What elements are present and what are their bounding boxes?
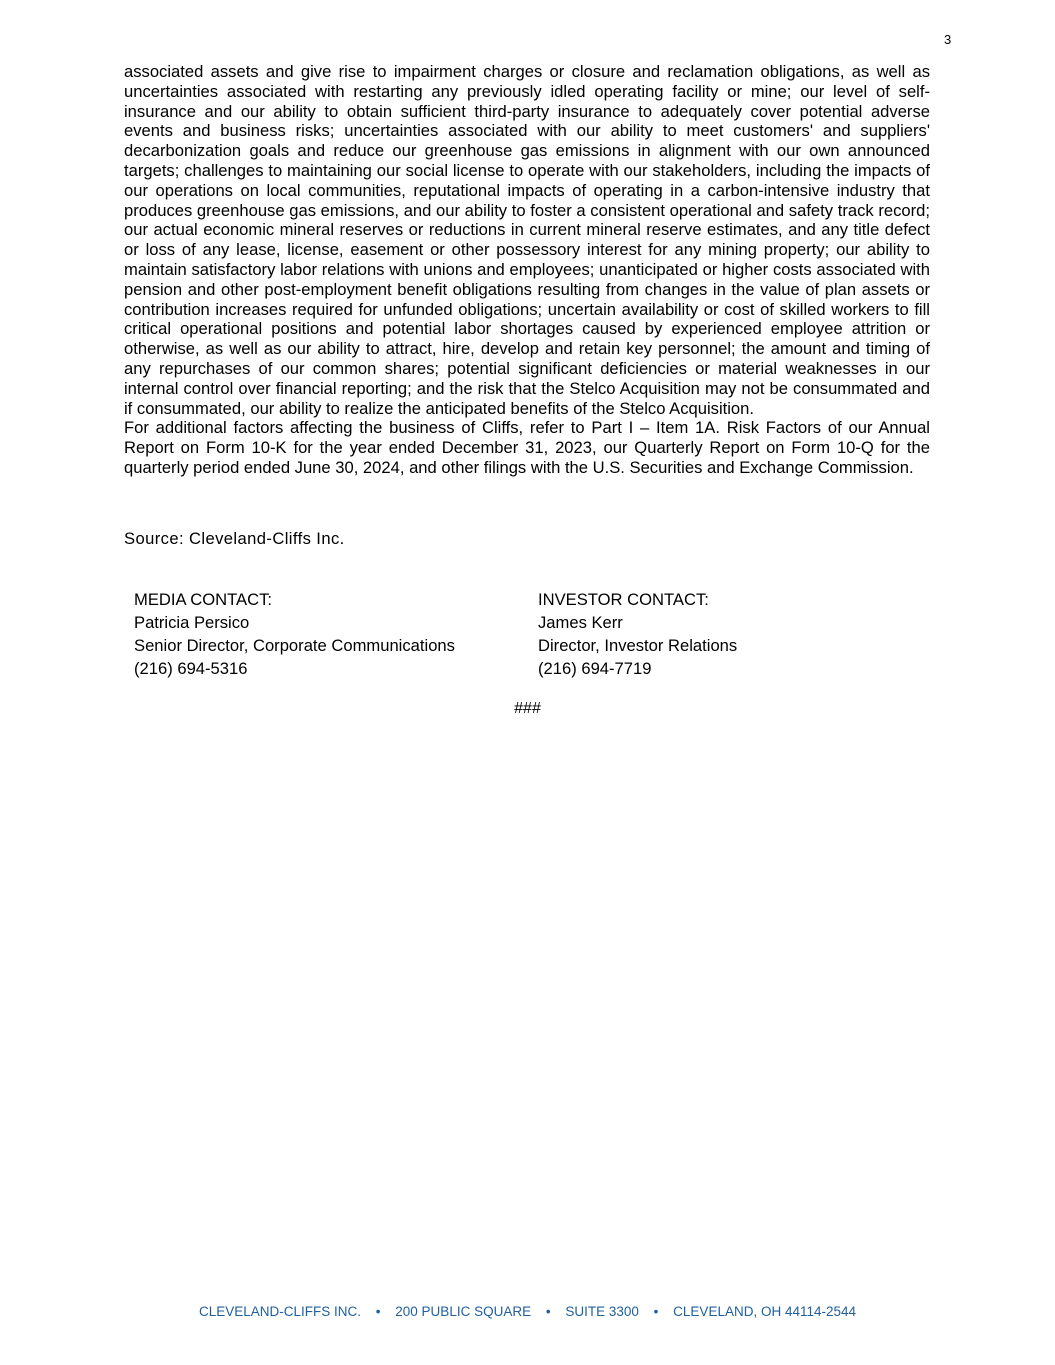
bullet-separator: • [545, 1304, 551, 1319]
end-of-release-mark: ### [514, 700, 541, 717]
investor-contact-name: James Kerr [538, 613, 623, 632]
footer-city: CLEVELAND, OH 44114-2544 [673, 1304, 857, 1319]
source-line: Source: Cleveland-Cliffs Inc. [124, 529, 345, 548]
media-contact [134, 588, 455, 680]
investor-contact-title: Director, Investor Relations [538, 636, 738, 655]
body-text [124, 62, 930, 478]
media-contact-heading: MEDIA CONTACT: [134, 590, 272, 609]
media-contact-phone: (216) 694-5316 [134, 659, 248, 678]
investor-contact-phone: (216) 694-7719 [538, 659, 652, 678]
bullet-separator: • [375, 1304, 381, 1319]
media-contact-title: Senior Director, Corporate Communications [134, 636, 455, 655]
footer-company: CLEVELAND-CLIFFS INC. [198, 1304, 362, 1319]
media-contact-name: Patricia Persico [134, 613, 250, 632]
bullet-separator: • [653, 1304, 659, 1319]
investor-contact [538, 588, 737, 680]
page-number: 3 [944, 32, 952, 47]
investor-contact-heading: INVESTOR CONTACT: [538, 590, 709, 609]
footer-street: 200 PUBLIC SQUARE [395, 1304, 532, 1319]
footer-suite: SUITE 3300 [565, 1304, 639, 1319]
additional-factors-paragraph: For additional factors affecting the business of Cliffs, refer to Part I – Item 1A. Risk Factors of our Annual Report on Form 10-K for the year ended December 31, 2023, our Quarterly Report on Form 10-Q for the quarterly period ended June 30, 2024, and other filings with the U.S. Securities and Exchange Commission. [124, 418, 930, 477]
footer-address [0, 1304, 1055, 1319]
risk-factors-paragraph: associated assets and give rise to impairment charges or closure and reclamation obligations, as well as uncertainties associated with restarting any previously idled operating facility or mine; our level of self-insurance and our ability to obtain sufficient third-party insurance to adequately cover potential adverse events and business risks; uncertainties associated with our ability to meet customers' and suppliers' decarbonization goals and reduce our greenhouse gas emissions in alignment with our own announced targets; challenges to maintaining our social license to operate with our stakeholders, including the impacts of our operations on local communities, reputational impacts of operating in a carbon-intensive industry that produces greenhouse gas emissions, and our ability to foster a consistent operational and safety track record; our actual economic mineral reserves or reductions in current mineral reserve estimates, and any title defect or loss of any lease, license, easement or other possessory interest for any mining property; our ability to maintain satisfactory labor relations with unions and employees; unanticipated or higher costs associated with pension and other post-employment benefit obligations resulting from changes in the value of plan assets or contribution increases required for unfunded obligations; uncertain availability or cost of skilled workers to fill critical operational positions and potential labor shortages caused by experienced employee attrition or otherwise, as well as our ability to attract, hire, develop and retain key personnel; the amount and timing of any repurchases of our common shares; potential significant deficiencies or material weaknesses in our internal control over financial reporting; and the risk that the Stelco Acquisition may not be consummated and if consummated, our ability to realize the anticipated benefits of the Stelco Acquisition. [124, 62, 930, 418]
